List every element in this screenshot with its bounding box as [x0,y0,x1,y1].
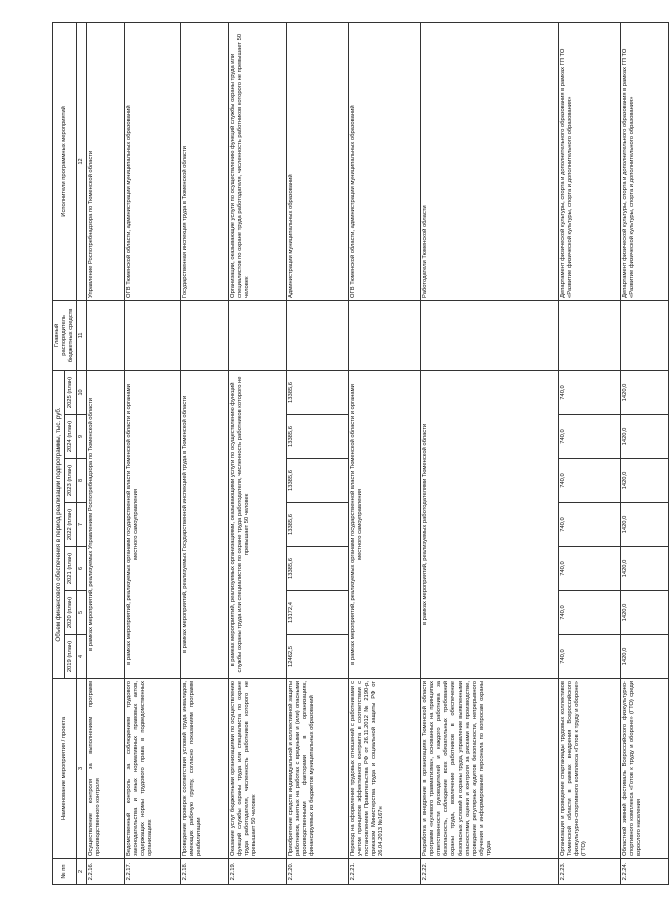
year-header: 2025 (план) [65,370,77,414]
table-row [287,22,349,884]
row-number: 2.2.18. [181,859,229,885]
row-value: 13385,6 [287,415,349,459]
row-value: 740,0 [559,415,621,459]
row-funding-note: в рамках мероприятий, реализуемых органами государственной власти Тюменской области и органами местного самоуправления [349,370,421,678]
row-name: Оказание услуг бюджетными организациями по осуществлению функций службы охраны труда или специалиста по охране труда работодателя, численность работников которого не превышает 50 человек [229,679,287,859]
table-row [125,22,181,884]
row-value: 1420,0 [621,591,669,635]
row-value: 740,0 [559,591,621,635]
row-name: Осуществление контроля за выполнением программ производственного контроля [87,679,125,859]
row-value: 740,0 [559,459,621,503]
col-header-name: Наименование мероприятия / проекта [53,679,77,859]
year-header: 2020 (план) [65,591,77,635]
row-value: 1420,0 [621,370,669,414]
program-measures-table [52,22,669,885]
row-number: 2.2.16. [87,859,125,885]
row-value: 740,0 [559,503,621,547]
col-header-funding: Объем финансового обеспечения в период реализации подпрограммы, тыс. руб. [53,370,65,678]
col-header-num: № пп [53,859,77,885]
column-index: 2 [77,859,87,885]
row-executors: Государственная инспекция труда в Тюменской области [181,22,229,300]
table-row [181,22,229,884]
column-index: 9 [77,415,87,459]
column-index-row [77,22,87,884]
row-number: 2.2.17. [125,859,181,885]
year-header: 2024 (план) [65,415,77,459]
year-header: 2022 (план) [65,503,77,547]
row-value: 13385,6 [287,503,349,547]
table-row [87,22,125,884]
row-value: 1420,0 [621,415,669,459]
row-manager [287,300,349,370]
column-index: 7 [77,503,87,547]
row-name: Ведомственный контроль за соблюдением трудового законодательства и иных нормативных правовых актов, содержащих нормы трудового права в подведомственных организациях [125,679,181,859]
column-index: 6 [77,547,87,591]
table-row [559,22,621,884]
column-index: 8 [77,459,87,503]
row-value: 740,0 [559,547,621,591]
row-value: 1420,0 [621,547,669,591]
row-value: 740,0 [559,635,621,679]
row-manager [181,300,229,370]
col-header-executors: Исполнители программных мероприятий [53,22,77,300]
row-funding-note: в рамках мероприятий, реализуемых Управлением Роспотребнадзора по Тюменской области [87,370,125,678]
row-number: 2.2.19. [229,859,287,885]
year-header: 2023 (план) [65,459,77,503]
table-row [421,22,559,884]
row-executors: Организации, оказывающие услуги по осуществлению функций службы охраны труда или специалистов по охране труда работодателя, численность работников которого не превышает 50 человек [229,22,287,300]
row-name: Переход на оформление трудовых отношений с работниками с учетом принципов эффективного контракта в соответствии с постановлением Правительства РФ от 26.11.2012 № 2190-р, приказом Министерства труда и социальной защиты РФ от 26.04.2013 №167н [349,679,421,859]
row-name: Областной зимний фестиваль Всероссийского физкультурно-спортивного комплекса «Готов к труду и обороне» (ГТО) среди взрослого населения [621,679,669,859]
row-number: 2.2.23. [559,859,621,885]
row-name: Проведение проверок соответствия условий труда инвалидов, имеющих рабочую группу, согласно показаниям программ реабилитации [181,679,229,859]
row-value: 1420,0 [621,459,669,503]
row-value: 12462,5 [287,635,349,679]
table-row [349,22,421,884]
table-row [621,22,669,884]
row-funding-note: в рамках мероприятий, реализуемых работодателями Тюменской области [421,370,559,678]
row-value: 1420,0 [621,503,669,547]
row-manager [621,300,669,370]
row-manager [87,300,125,370]
row-value: 1420,0 [621,635,669,679]
row-executors: Департамент физической культуры, спорта и дополнительного образования в рамках ГП ТО «Развитие физической культуры, спорта и дополнительного образования» [559,22,621,300]
column-index: 10 [77,370,87,414]
row-executors: ОГВ Тюменской области, администрации муниципальных образований [125,22,181,300]
year-header: 2019 (план) [65,635,77,679]
row-manager [421,300,559,370]
row-executors: Администрации муниципальных образований [287,22,349,300]
column-index: 11 [77,300,87,370]
row-manager [349,300,421,370]
row-value: 13172,4 [287,591,349,635]
column-index: 5 [77,591,87,635]
row-executors: ОГВ Тюменской области, администрации муниципальных образований [349,22,421,300]
column-index: 3 [77,679,87,859]
row-manager [559,300,621,370]
row-number: 2.2.21. [349,859,421,885]
header-row [53,22,65,884]
row-executors: Департамент физической культуры, спорта и дополнительного образования в рамках ГП ТО «Развитие физической культуры, спорта и дополнительного образования» [621,22,669,300]
col-header-manager: Главный распорядитель бюджетных средств [53,300,77,370]
row-value: 13385,6 [287,547,349,591]
column-index: 4 [77,635,87,679]
row-funding-note: в рамках мероприятий, реализуемых организациями, оказывающими услуги по осуществлению функций службы охраны труда или специалистов по охране труда работодателя, численность работников которого не превышает 50 человек [229,370,287,678]
row-executors: Управление Роспотребнадзора по Тюменской области [87,22,125,300]
column-index: 12 [77,22,87,300]
row-name: Приобретение средств индивидуальной и коллективной защиты работников, занятых на работах с вредными и (или) опасными производственными факторами в организациях, финансируемых из бюджетов муниципальных образований [287,679,349,859]
row-manager [229,300,287,370]
row-value: 13385,6 [287,370,349,414]
row-number: 2.2.22. [421,859,559,885]
table-row [229,22,287,884]
year-header: 2021 (план) [65,547,77,591]
row-funding-note: в рамках мероприятий, реализуемых органами государственной власти Тюменской области и органами местного самоуправления [125,370,181,678]
row-name: Разработка и внедрение в организациях Тюменской области программ «нулевого травматизма», основанных на принципах ответственности руководителей и каждого работника за безопасность, соблюдение всех обязательных требований охраны труда, вовлечение работников в обеспечение безопасных условий и охраны труда, управление выявленными опасностями, оценки и контроля за рисками на производстве, проведение регулярных аудитов безопасности, непрерывного обучения и информирования персонала по вопросам охраны труда [421,679,559,859]
row-executors: Работодатели Тюменской области [421,22,559,300]
row-number: 2.2.24. [621,859,669,885]
row-value: 13385,6 [287,459,349,503]
row-manager [125,300,181,370]
row-name: Организация и проведение спартакиады трудовых коллективов Тюменской области в рамках внедрения Всероссийского физкультурно-спортивного комплекса «Готов к труду и обороне» (ГТО) [559,679,621,859]
row-value: 740,0 [559,370,621,414]
row-funding-note: в рамках мероприятий, реализуемых Государственной инспекцией труда в Тюменской области [181,370,229,678]
row-number: 2.2.20. [287,859,349,885]
